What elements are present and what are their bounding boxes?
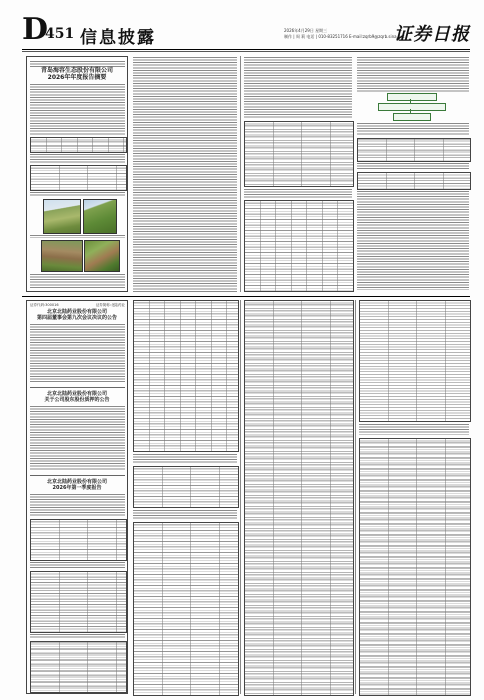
- table: [133, 300, 239, 452]
- masthead-meta: [284, 28, 404, 40]
- section-number: 451: [45, 26, 75, 42]
- announcement-3-title: 北京北陆药业股份有限公司 关于公司股东股份质押的公告: [44, 391, 110, 403]
- table: [357, 138, 471, 162]
- issue-date: 2026年4月29日 星期三: [284, 28, 328, 33]
- table: [244, 121, 354, 187]
- table: [30, 137, 127, 153]
- project-photo-3: [41, 240, 83, 272]
- table: [244, 300, 354, 696]
- table: [30, 571, 127, 633]
- table: [359, 438, 471, 696]
- section-rule: [22, 296, 470, 297]
- project-photo-1: [43, 199, 81, 234]
- table: [30, 641, 127, 693]
- figure-caption-lines: [30, 234, 125, 238]
- announcement-2-title: 北京北陆药业股份有限公司 第四届董事会第九次会议决议的公告: [36, 309, 117, 321]
- org-chart-box: [387, 93, 437, 101]
- masthead: [22, 14, 470, 48]
- announcement-4-title: 北京北陆药业股份有限公司 2026年第一季度报告: [46, 479, 107, 491]
- announcement-1-title: 青岛海容生态股份有限公司 2026年年度报告摘要: [40, 67, 113, 81]
- announcement-box-2: 证券代码:300016 证券简称:北陆药业 北京北陆药业股份有限公司 第四届董事会第九次会议决议的公告 北京北陆药业股份有限公司 关于公司股东股份质押的公告 北京北陆药业股份有限公司 2026年第一季度报告: [26, 300, 128, 694]
- text-column-3: [244, 56, 352, 118]
- org-chart-box: [393, 113, 431, 121]
- table: [357, 172, 471, 190]
- table: [133, 522, 239, 696]
- org-chart-box: [378, 103, 446, 111]
- editor-contact: 制作 | 周 莉 电话 | 010-83251716 E-mail:zqrb9@zqrb.sina.net: [284, 34, 405, 39]
- text-column-4: [357, 56, 469, 92]
- table: [30, 519, 127, 561]
- table: [133, 466, 239, 508]
- table: [244, 200, 354, 292]
- project-photo-4: [84, 240, 120, 272]
- masthead-rule: [22, 49, 470, 50]
- project-photo-2: [83, 199, 117, 234]
- section-letter: D: [22, 12, 49, 47]
- table: [30, 165, 127, 191]
- announcement-box-1: [26, 56, 128, 292]
- section-title: 信息披露: [80, 28, 156, 48]
- masthead-rule-thin: [22, 51, 470, 52]
- table: [359, 300, 471, 422]
- newspaper-logo: 证券日报: [394, 24, 470, 45]
- text-column-2: [133, 56, 237, 292]
